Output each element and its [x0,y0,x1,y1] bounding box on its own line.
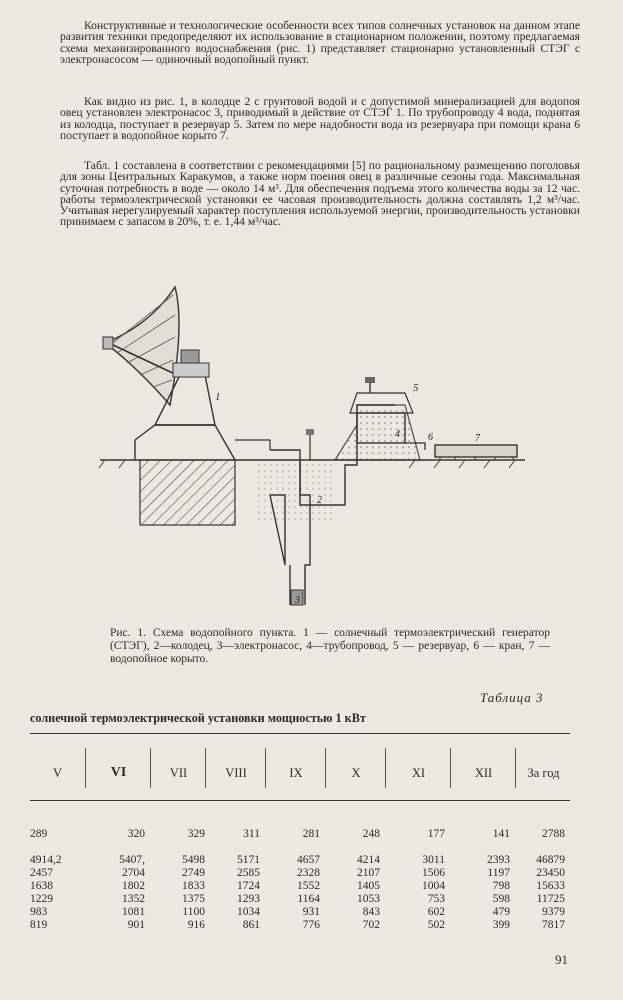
table-cell: 1352 [122,893,145,905]
label-7: 7 [475,433,480,444]
well-surround [255,460,335,520]
table-cell: 2788 [542,828,565,840]
page-number: 91 [555,952,568,967]
table-row [30,867,570,880]
table-label: Таблица 3 [480,690,544,705]
table-cell: 2585 [237,867,260,879]
table-cell: 1229 [30,893,53,905]
table-cell: 399 [492,919,510,931]
table-cell: 11725 [536,893,565,905]
table-cell: 1100 [182,906,205,918]
table-cell: 901 [127,919,145,931]
table-row [30,919,570,932]
label-5: 5 [413,382,419,394]
table-cell: 1197 [487,867,510,879]
figure-caption: Рис. 1. Схема водопойного пункта. 1 — солнечный термоэлектрический генератор (СТЭГ), 2—колодец, 3—электронасос, 4—трубопровод, 5 — резервуар, 6 — кран, 7 — водопойное корыто. [110,627,550,665]
table-cell: 141 [492,828,510,840]
generator-legs [135,425,235,460]
table-cell: 983 [30,906,48,918]
header-cell: XI [385,748,451,788]
table-cell: 1293 [237,893,260,905]
header-cell: VI [85,748,151,788]
table-cell: 1724 [237,880,260,892]
table-cell: 602 [427,906,445,918]
table-row [30,880,570,893]
table-cell: 843 [362,906,380,918]
header-cell: IX [265,748,326,788]
table-cell: 1081 [122,906,145,918]
header-cell: XII [450,748,516,788]
table-cell: 311 [243,828,260,840]
dish-receiver [103,337,113,349]
table-cell: 248 [362,828,380,840]
table-cell: 177 [427,828,445,840]
table-cell: 320 [127,828,145,840]
header-cell: V [52,766,63,780]
table-cell: 479 [492,906,510,918]
table-header-rule [30,800,570,801]
table-cell: 753 [427,893,445,905]
table-cell: 3011 [422,854,445,866]
header-cell: VII [150,748,206,788]
label-2: 2 [317,495,322,506]
table-row [30,828,570,841]
table-header-row [30,748,570,788]
table-cell: 2328 [297,867,320,879]
table-cell: 1053 [357,893,380,905]
table-cell: 15633 [536,880,565,892]
table-cell: 916 [187,919,205,931]
table-row [30,893,570,906]
paragraph-scheme-description: Как видно из рис. 1, в колодце 2 с грунтовой водой и с допустимой минерализацией для водопоя овец установлен электронасос 3, приводимый в действие от СТЭГ 1. По трубопроводу 4 вода, поднятая из колодца, поступает в резервуар 5. Затем по мере надобности вода из резервуара при помощи крана 6 поступает в водопойное корыто 7. [60,95,580,142]
cable [235,440,270,450]
table-cell: 4214 [357,854,380,866]
water-trough [435,445,517,457]
generator-top [181,350,199,363]
table-cell: 2107 [357,867,380,879]
table-cell: 819 [30,919,48,931]
label-1: 1 [215,391,221,403]
label-3: 3 [295,595,300,606]
table-title: солнечной термоэлектрической установки мощностью 1 кВт [30,711,366,725]
header-cell: X [325,748,386,788]
table-cell: 2749 [182,867,205,879]
table-cell: 1034 [237,906,260,918]
table-cell: 1164 [297,893,320,905]
table-cell: 861 [242,919,260,931]
table-cell: 4657 [297,854,320,866]
label-6: 6 [428,432,433,443]
diagram-svg [95,265,535,625]
table-cell: 1004 [422,880,445,892]
generator-foundation [140,460,235,525]
table-cell: 776 [302,919,320,931]
table-cell: 289 [30,828,48,840]
table-cell: 1552 [297,880,320,892]
table-cell: 46879 [536,854,565,866]
table-cell: 4914,2 [30,854,62,866]
table-cell: 1405 [357,880,380,892]
table-cell: 5407, [119,854,145,866]
table-cell: 5498 [182,854,205,866]
table-cell: 23450 [536,867,565,879]
reservoir-vent-cap [365,377,375,383]
paragraph-intro: Конструктивные и технологические особенности всех типов солнечных установок на данном этапе развития техники предопределяют их использование в стационарном положении, поэтому предлагаемая схема механизированного водоснабжения (рис. 1) представляет стационарно установленный СТЭГ с электронасосом — одиночный водопойный пункт. [60,19,580,66]
well-post-cap [306,429,314,435]
table-cell: 1833 [182,880,205,892]
table-cell: 502 [427,919,445,931]
generator-body [173,363,209,377]
table-cell: 2393 [487,854,510,866]
table-cell: 1638 [30,880,53,892]
water-point-diagram [95,265,535,625]
table-top-rule [30,733,570,734]
header-cell: За год [515,748,571,788]
table-cell: 2457 [30,867,53,879]
table-cell: 702 [362,919,380,931]
paragraph-table-notes: Табл. 1 составлена в соответствии с рекомендациями [5] по рациональному размещению поголовья для зоны Центральных Каракумов, а также норм поения овец в различные сезоны года. Максимальная суточная потребность в воде — около 14 м³. Для обеспечения подъема этого количества воды за 12 час. работы термоэлектрической установки ее часовая производительность должна составлять 1,2 м³/час. Учитывая нерегулируемый характер поступления используемой энергии, производительность установки принимаем с запасом в 20%, т. е. 1,44 м³/час. [60,159,580,229]
table-cell: 598 [492,893,510,905]
table-cell: 2704 [122,867,145,879]
table-cell: 931 [302,906,320,918]
table-cell: 1506 [422,867,445,879]
table-cell: 329 [187,828,205,840]
table-cell: 9379 [542,906,565,918]
table-cell: 1375 [182,893,205,905]
table-cell: 281 [302,828,320,840]
table-cell: 7817 [542,919,565,931]
table-row [30,854,570,867]
table-cell: 798 [492,880,510,892]
table-cell: 5171 [237,854,260,866]
header-cell: VIII [205,748,266,788]
table-row [30,906,570,919]
table-cell: 1802 [122,880,145,892]
